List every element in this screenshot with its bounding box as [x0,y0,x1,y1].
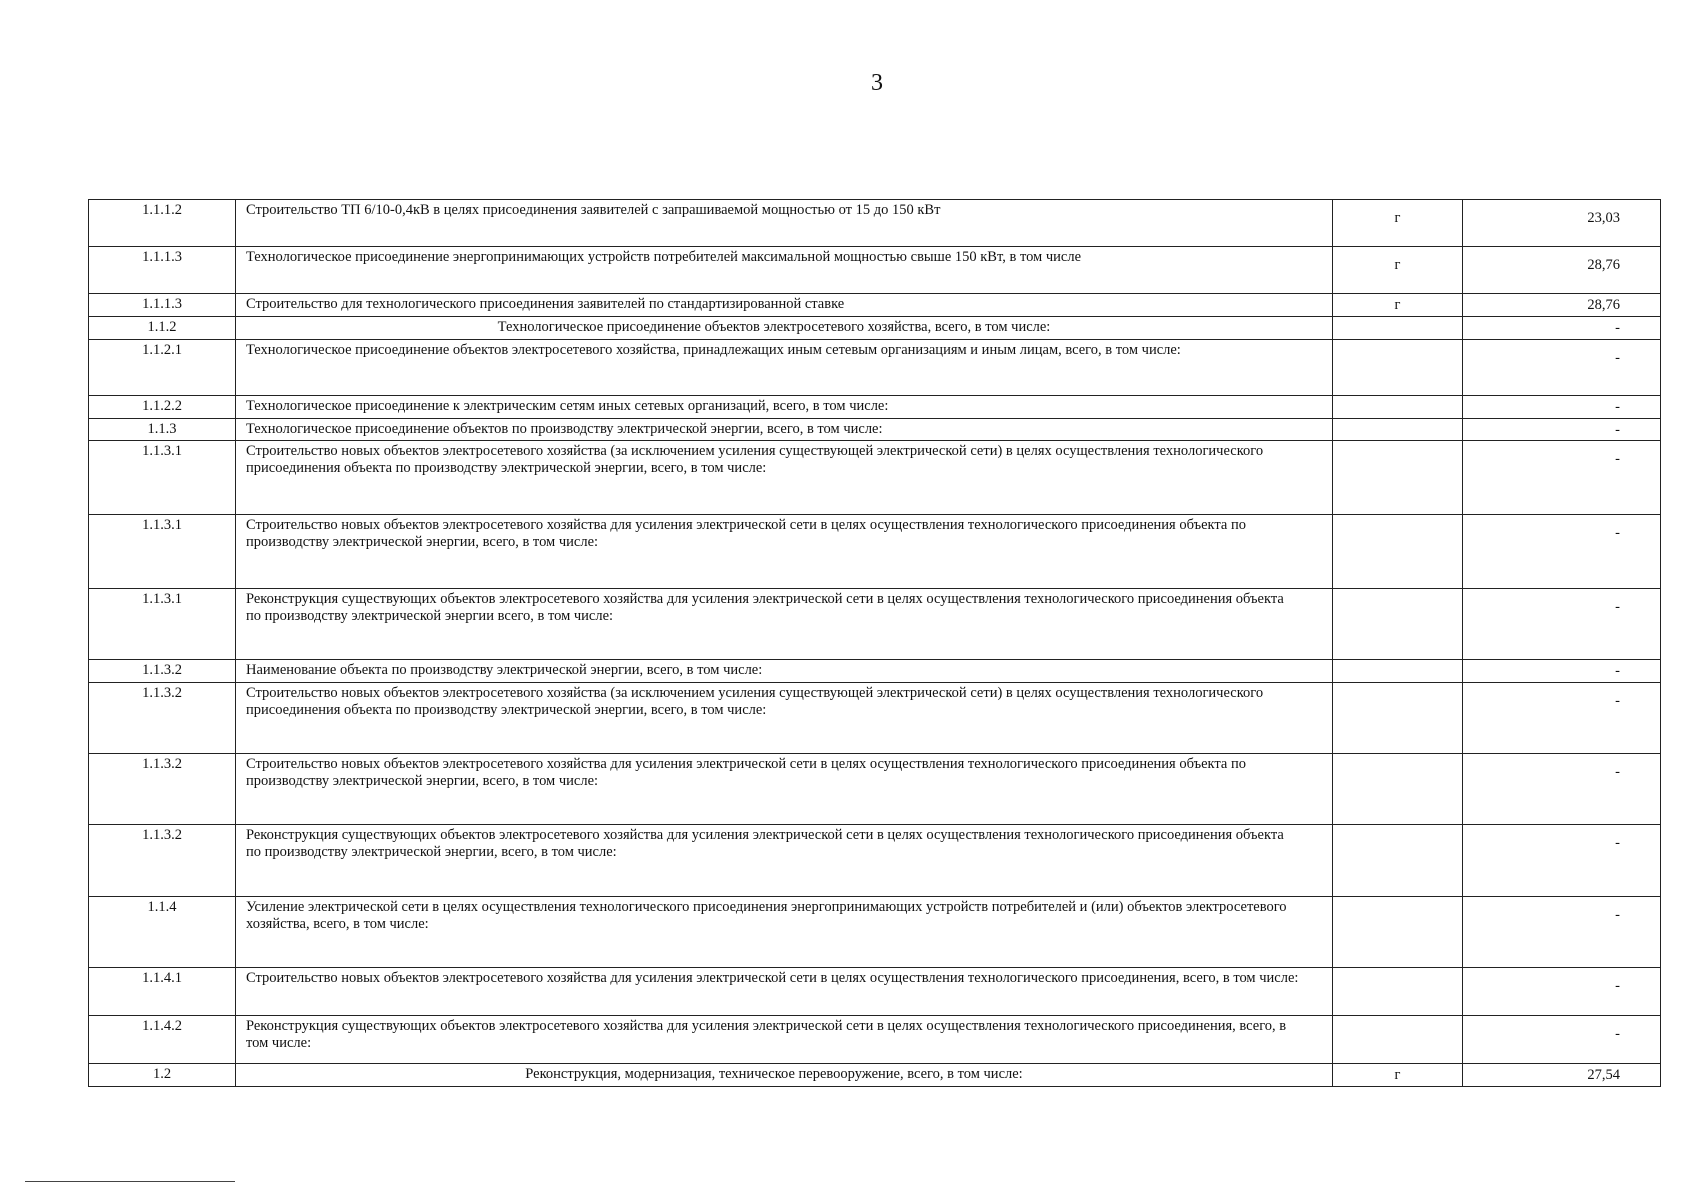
row-unit [1333,897,1462,907]
table-row [89,340,1661,396]
investment-table [88,199,1661,1087]
row-code: 1.1.2 [89,317,236,340]
row-unit: г [1394,210,1401,226]
row-name: Технологическое присоединение объектов электросетевого хозяйства, всего, в том числе: [236,317,1333,340]
row-value: - [1615,422,1620,438]
page-number: 3 [871,70,883,96]
row-name: Строительство ТП 6/10-0,4кВ в целях присоединения заявителей с запрашиваемой мощностью от 15 до 150 кВт [236,200,1333,247]
row-code: 1.1.2.1 [89,340,236,396]
row-unit [1333,419,1462,422]
row-name: Строительство для технологического присоединения заявителей по стандартизированной ставке [236,294,1333,317]
row-value: - [1615,1026,1620,1042]
row-code: 1.2 [89,1064,236,1087]
row-unit [1333,683,1462,693]
row-unit [1333,340,1462,350]
row-value: - [1615,350,1620,366]
table-row [89,825,1661,897]
row-value: - [1615,399,1620,415]
row-name: Технологическое присоединение энергопринимающих устройств потребителей максимальной мощностью свыше 150 кВт, в том числе [236,247,1333,294]
row-value: - [1615,764,1620,780]
row-value: 28,76 [1587,297,1620,313]
row-code: 1.1.4.2 [89,1016,236,1064]
row-code: 1.1.3.1 [89,589,236,660]
row-code: 1.1.1.2 [89,200,236,247]
row-code: 1.1.4 [89,897,236,968]
row-code: 1.1.1.3 [89,247,236,294]
row-name: Строительство новых объектов электросетевого хозяйства для усиления электрической сети в целях осуществления технологического присоединения, всего, в том числе: [236,968,1333,1016]
row-unit [1333,515,1462,525]
row-value: 27,54 [1587,1067,1620,1083]
table-row [89,294,1661,317]
table-row [89,247,1661,294]
row-name: Строительство новых объектов электросетевого хозяйства (за исключением усиления существующей электрической сети) в целях осуществления технологического присоединения объекта по производству электрической энергии, всего, в том числе: [236,441,1333,515]
row-value: 23,03 [1587,210,1620,226]
table-row [89,968,1661,1016]
row-value: - [1615,978,1620,994]
scan-artifact-line [25,1181,235,1182]
row-unit: г [1394,1067,1401,1083]
row-code: 1.1.2.2 [89,396,236,419]
row-unit [1333,1016,1462,1026]
row-value: - [1615,525,1620,541]
row-code: 1.1.3.2 [89,660,236,683]
row-name: Технологическое присоединение объектов по производству электрической энергии, всего, в том числе: [236,419,1333,441]
row-code: 1.1.4.1 [89,968,236,1016]
table-row [89,515,1661,589]
row-value: - [1615,451,1620,467]
row-name: Реконструкция существующих объектов электросетевого хозяйства для усиления электрической сети в целях осуществления технологического присоединения, всего, в том числе: [236,1016,1333,1064]
row-unit [1333,317,1462,320]
row-value: - [1615,693,1620,709]
row-code: 1.1.3 [89,419,236,441]
table-row [89,1016,1661,1064]
row-name: Технологическое присоединение объектов электросетевого хозяйства, принадлежащих иным сетевым организациям и иным лицам, всего, в том числе: [236,340,1333,396]
row-name: Технологическое присоединение к электрическим сетям иных сетевых организаций, всего, в том числе: [236,396,1333,419]
row-name: Реконструкция существующих объектов электросетевого хозяйства для усиления электрической сети в целях осуществления технологического присоединения объекта по производству электрической энергии всего, в том числе: [236,589,1333,660]
table-row [89,441,1661,515]
row-name: Реконструкция, модернизация, техническое перевооружение, всего, в том числе: [236,1064,1333,1087]
row-value: - [1615,320,1620,336]
row-unit: г [1394,257,1401,273]
row-unit [1333,968,1462,978]
row-unit: г [1394,297,1401,313]
row-value: - [1615,907,1620,923]
row-name: Строительство новых объектов электросетевого хозяйства для усиления электрической сети в целях осуществления технологического присоединения объекта по производству электрической энергии, всего, в том числе: [236,754,1333,825]
table-row [89,200,1661,247]
table-row [89,754,1661,825]
table-row [89,897,1661,968]
row-unit [1333,396,1462,399]
table-row [89,660,1661,683]
row-code: 1.1.3.2 [89,754,236,825]
row-unit [1333,441,1462,451]
row-value: - [1615,599,1620,615]
row-code: 1.1.1.3 [89,294,236,317]
row-unit [1333,754,1462,764]
table-row [89,317,1661,340]
row-name: Строительство новых объектов электросетевого хозяйства для усиления электрической сети в целях осуществления технологического присоединения объекта по производству электрической энергии, всего, в том числе: [236,515,1333,589]
row-code: 1.1.3.1 [89,515,236,589]
row-value: 28,76 [1587,257,1620,273]
row-unit [1333,589,1462,599]
row-name: Строительство новых объектов электросетевого хозяйства (за исключением усиления существующей электрической сети) в целях осуществления технологического присоединения объекта по производству электрической энергии, всего, в том числе: [236,683,1333,754]
table-row [89,1064,1661,1087]
row-code: 1.1.3.2 [89,683,236,754]
row-value: - [1615,663,1620,679]
table-row [89,419,1661,441]
table-row [89,683,1661,754]
table-row [89,589,1661,660]
row-code: 1.1.3.2 [89,825,236,897]
row-name: Реконструкция существующих объектов электросетевого хозяйства для усиления электрической сети в целях осуществления технологического присоединения объекта по производству электрической энергии, всего, в том числе: [236,825,1333,897]
row-code: 1.1.3.1 [89,441,236,515]
table-row [89,396,1661,419]
row-unit [1333,825,1462,835]
row-name: Усиление электрической сети в целях осуществления технологического присоединения энергопринимающих устройств потребителей и (или) объектов электросетевого хозяйства, всего, в том числе: [236,897,1333,968]
row-unit [1333,660,1462,663]
row-name: Наименование объекта по производству электрической энергии, всего, в том числе: [236,660,1333,683]
row-value: - [1615,835,1620,851]
